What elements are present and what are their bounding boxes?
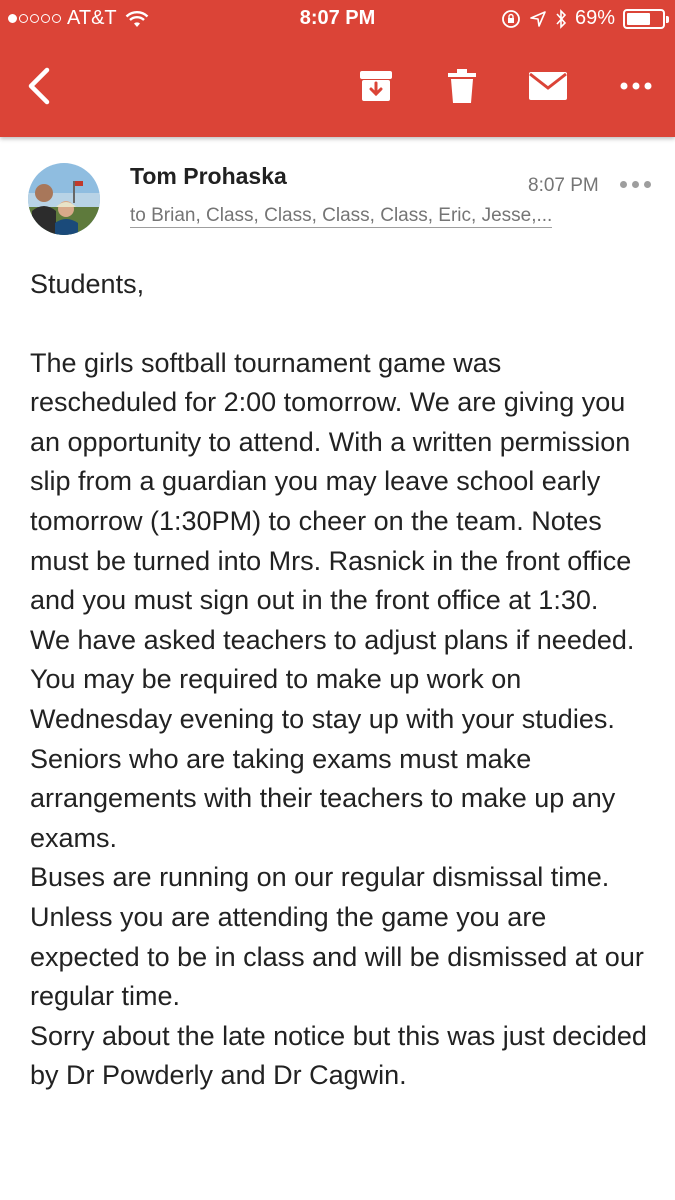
battery-percent: 69% xyxy=(574,7,615,29)
message-more-icon[interactable] xyxy=(620,181,651,188)
more-horizontal-icon xyxy=(620,82,652,90)
app-header xyxy=(0,0,675,137)
message-paragraph: Seniors who are taking exams must make arrangements with their teachers to make up any exams. xyxy=(30,743,616,853)
delete-button[interactable] xyxy=(436,60,488,112)
status-bar xyxy=(0,0,675,38)
message-header xyxy=(0,137,675,247)
mark-unread-button[interactable] xyxy=(522,60,574,112)
avatar[interactable] xyxy=(28,163,100,235)
sent-time: 8:07 PM xyxy=(528,175,599,196)
battery-icon xyxy=(623,9,665,29)
back-arrow-icon xyxy=(25,67,55,105)
archive-icon xyxy=(358,68,394,104)
trash-icon xyxy=(447,68,477,104)
archive-button[interactable] xyxy=(350,60,402,112)
message-paragraph: The girls softball tournament game was rescheduled for 2:00 tomorrow. We are giving you an opportunity to attend. With a written permission slip from a guardian you may leave school early tomorrow (1:30PM) to cheer on the team. Notes must be turned into Mrs. Rasnick in the front office and you must sign out in the front office at 1:30. xyxy=(30,347,632,616)
message-paragraph: Sorry about the late notice but this was just decided by Dr Powderly and Dr Cagwin. xyxy=(30,1020,647,1091)
sender-name[interactable]: Tom Prohaska xyxy=(130,163,287,189)
location-icon xyxy=(529,10,547,28)
back-button[interactable] xyxy=(14,60,66,112)
recipients-link[interactable]: to Brian, Class, Class, Class, Class, Eric, Jesse,... xyxy=(130,205,553,226)
message-body xyxy=(30,265,655,1096)
orientation-lock-icon xyxy=(501,9,521,29)
status-time: 8:07 PM xyxy=(299,7,376,29)
message-greeting: Students, xyxy=(30,269,145,299)
bluetooth-icon xyxy=(555,9,567,29)
message-paragraph: We have asked teachers to adjust plans if needed. You may be required to make up work on Wednesday evening to stay up with your studies. xyxy=(30,624,635,734)
more-button[interactable] xyxy=(610,60,662,112)
mail-icon xyxy=(528,71,568,101)
message-paragraph: Buses are running on our regular dismissal time. Unless you are attending the game you are expected to be in class and will be dismissed at our regular time. xyxy=(30,862,644,1012)
carrier-label: AT&T xyxy=(67,7,117,29)
